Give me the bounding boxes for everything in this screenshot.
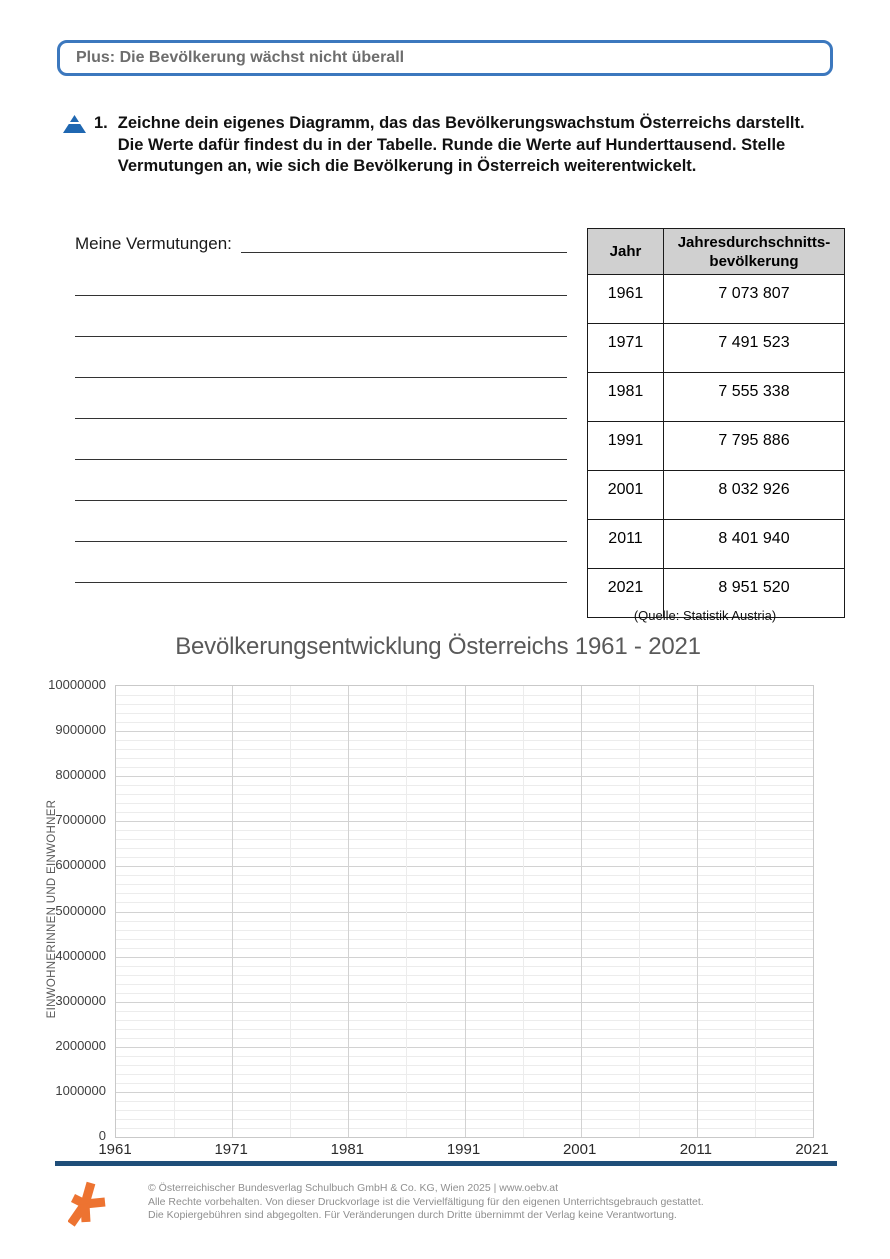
y-tick-label: 3000000 [55,992,106,1008]
table-cell-year: 1961 [588,275,664,324]
table-header-population [664,229,845,275]
x-tick-label: 1971 [214,1141,248,1158]
x-tick-label: 2011 [679,1141,712,1158]
footer-line-2: Alle Rechte vorbehalten. Von dieser Druckvorlage ist die Vervielfältigung für den eigenen Unterrichtsgebrauch gestattet. [148,1195,704,1208]
table-cell-year: 1991 [588,422,664,471]
page-header-box [57,40,833,76]
writing-line [75,500,567,501]
footer-line-1: © Österreichischer Bundesverlag Schulbuch GmbH & Co. KG, Wien 2025 | www.oebv.at [148,1182,559,1194]
writing-line [75,336,567,337]
gridline-vertical-minor [639,686,640,1137]
y-tick-label: 4000000 [55,947,106,963]
table-header-year: Jahr [588,229,664,275]
table-row [588,520,845,569]
table-header-population-line2: bevölkerung [709,252,799,270]
chart-title: Bevölkerungsentwicklung Österreichs 1961 - 2021 [175,633,701,660]
table-row [588,471,845,520]
gridline-vertical-major [581,686,582,1137]
writing-line [75,377,567,378]
gridline-vertical-major [348,686,349,1137]
y-tick-label: 1000000 [55,1082,106,1098]
writing-line [75,541,567,542]
task-triangle-icon [63,115,86,133]
task-1 [63,113,828,178]
y-tick-label: 7000000 [55,812,106,828]
writing-line [75,582,567,583]
chart-y-axis-title: EINWOHNERINNEN UND EINWOHNER [46,799,58,1019]
gridline-vertical-minor [406,686,407,1137]
y-tick-label: 9000000 [55,722,106,738]
table-cell-population: 7 555 338 [664,373,845,422]
chart-plot-area [115,685,814,1138]
population-table [587,228,845,618]
table-cell-population: 7 491 523 [664,324,845,373]
task-number: 1. [94,114,108,132]
table-cell-year: 2011 [588,520,664,569]
footer-copyright [148,1182,704,1223]
y-tick-label: 8000000 [55,767,106,783]
x-tick-label: 1981 [330,1141,365,1158]
table-cell-year: 1981 [588,373,664,422]
gridline-vertical-minor [290,686,291,1137]
writing-line [75,459,567,460]
table-row [588,324,845,373]
x-tick-label: 1961 [98,1141,132,1158]
table-row [588,422,845,471]
x-tick-label: 1991 [446,1141,481,1158]
table-header-row [588,229,845,275]
gridline-vertical-major [465,686,466,1137]
table-cell-population: 7 795 886 [664,422,845,471]
x-tick-label: 2001 [562,1141,597,1158]
table-cell-population: 8 951 520 [664,569,845,618]
y-tick-label: 6000000 [55,857,106,873]
population-table-body [588,275,845,618]
gridline-vertical-minor [523,686,524,1137]
table-header-population-line1: Jahresdurchschnitts- [677,233,831,251]
oebv-asterisk-logo-icon [68,1181,106,1227]
gridline-vertical-minor [755,686,756,1137]
footer-divider-rule [55,1161,837,1166]
assumptions-first-writing-line [241,224,567,253]
table-cell-year: 1971 [588,324,664,373]
gridline-vertical-major [232,686,233,1137]
table-cell-year: 2001 [588,471,664,520]
gridline-vertical-major [697,686,698,1137]
population-table-head [588,229,845,275]
table-source-note: (Quelle: Statistik Austria) [633,608,777,623]
y-tick-label: 0 [98,1128,106,1143]
table-cell-year: 2021 [588,569,664,618]
table-cell-population: 7 073 807 [664,275,845,324]
y-tick-label: 10000000 [48,677,106,692]
x-tick-label: 2021 [795,1141,829,1158]
writing-line [75,295,567,296]
table-cell-population: 8 401 940 [664,520,845,569]
table-row [588,373,845,422]
y-tick-label: 2000000 [55,1037,106,1053]
y-tick-label: 5000000 [55,902,106,918]
gridline-vertical-minor [174,686,175,1137]
writing-line [75,418,567,419]
footer-line-3: Die Kopiergebühren sind abgegolten. Für Veränderungen durch Dritte übernimmt der Verlag keine Verantwortung. [148,1209,677,1221]
assumptions-label: Meine Vermutungen: [75,234,232,253]
table-row [588,275,845,324]
task-instruction: Zeichne dein eigenes Diagramm, das das Bevölkerungswachstum Österreichs darstellt. Die Werte dafür findest du in der Tabelle. Runde die Werte auf Hunderttausend. Stelle Vermutungen an, wie sich die Bevölkerung in Österreich weiterentwickelt. [117,114,805,175]
page-title: Plus: Die Bevölkerung wächst nicht überall [76,49,405,66]
table-cell-population: 8 032 926 [664,471,845,520]
